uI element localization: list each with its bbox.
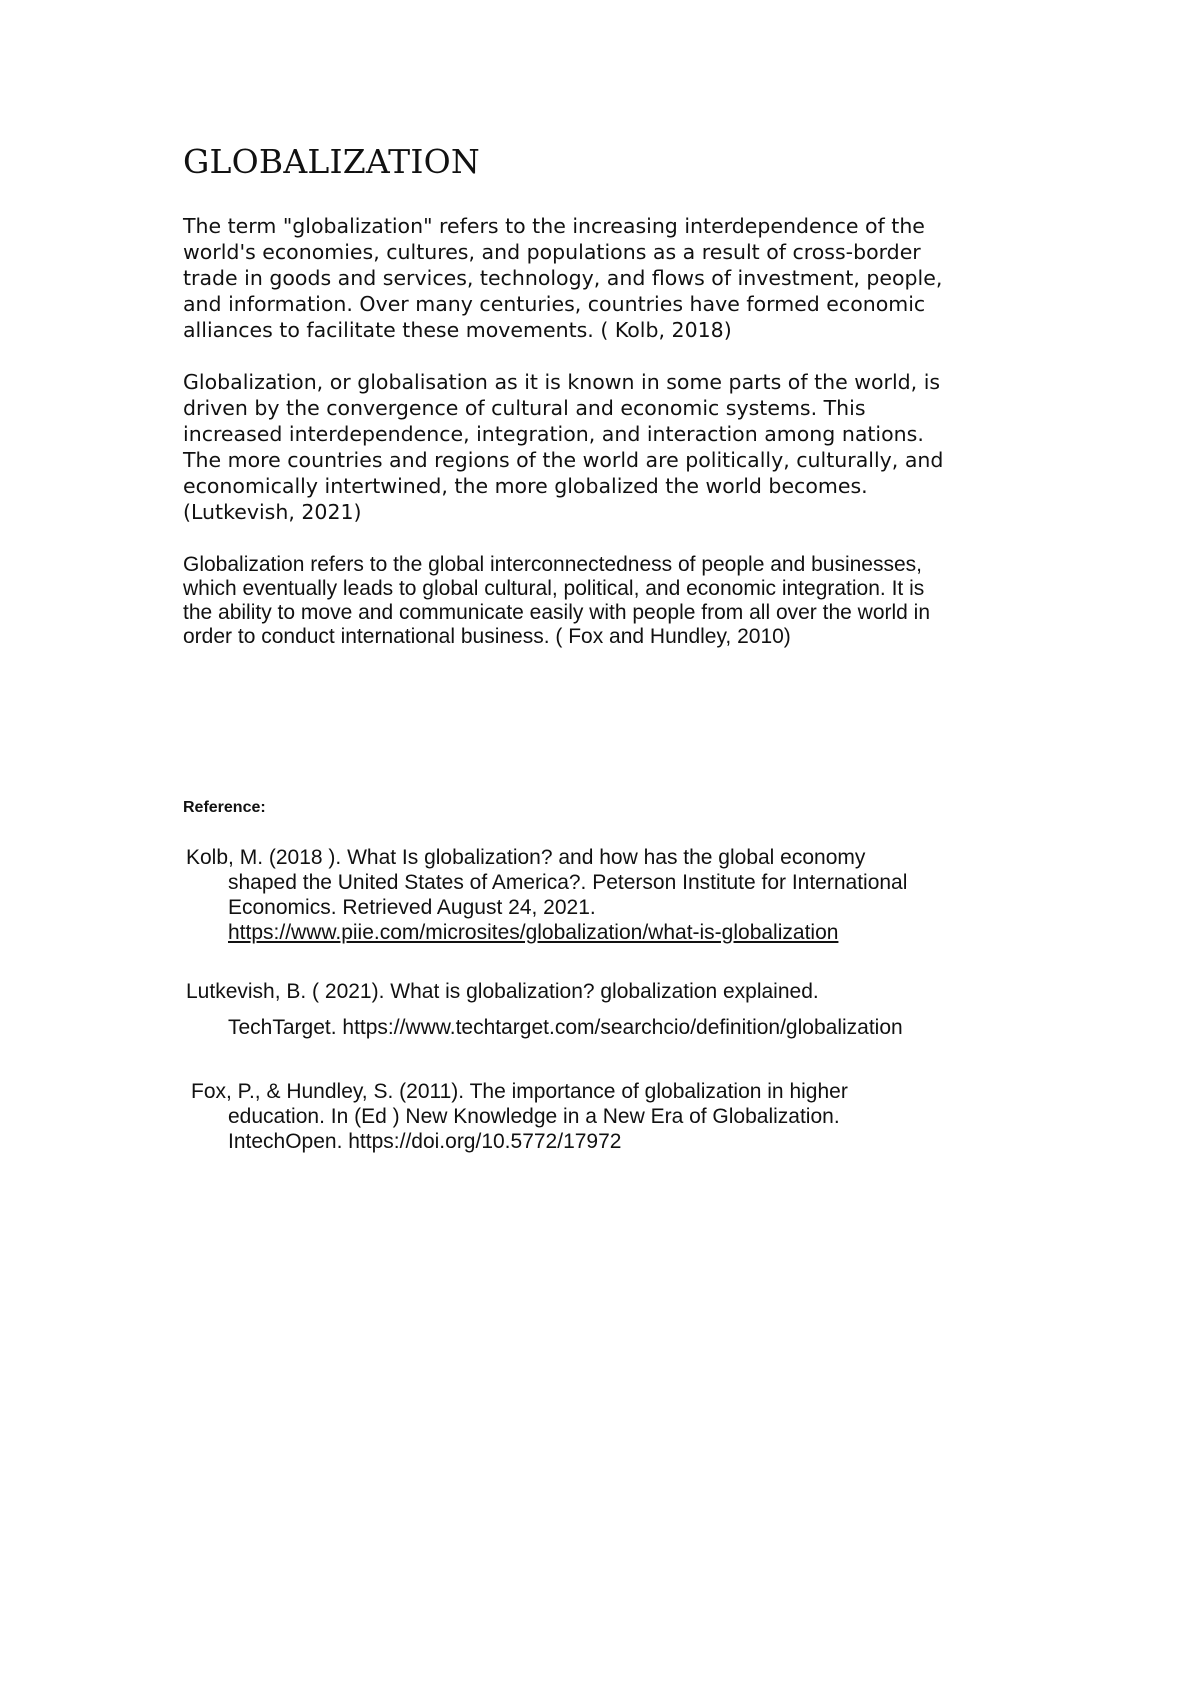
reference-line: shaped the United States of America?. Peterson Institute for International	[228, 871, 908, 894]
paragraph-kolb	[183, 213, 1043, 343]
reference-kolb	[186, 845, 1066, 945]
paragraph-line: and information. Over many centuries, countries have formed economic	[183, 292, 926, 316]
reference-line: Economics. Retrieved August 24, 2021.	[228, 896, 596, 919]
reference-line: TechTarget. https://www.techtarget.com/searchcio/definition/globalization	[228, 1016, 903, 1039]
paragraph-line: alliances to facilitate these movements. ( Kolb, 2018)	[183, 318, 732, 342]
reference-heading: Reference:	[183, 799, 266, 816]
paragraph-line: Globalization refers to the global interconnectedness of people and businesses,	[183, 553, 922, 576]
paragraph-lutkevish	[183, 369, 1043, 525]
paragraph-line: order to conduct international business. ( Fox and Hundley, 2010)	[183, 625, 791, 648]
paragraph-line: driven by the convergence of cultural and economic systems. This	[183, 396, 866, 420]
paragraph-line: Globalization, or globalisation as it is known in some parts of the world, is	[183, 370, 941, 394]
reference-line: Kolb, M. (2018 ). What Is globalization? and how has the global economy	[186, 846, 866, 869]
paragraph-line: increased interdependence, integration, and interaction among nations.	[183, 422, 924, 446]
paragraph-line: The term "globalization" refers to the increasing interdependence of the	[183, 214, 925, 238]
paragraph-line: (Lutkevish, 2021)	[183, 500, 362, 524]
paragraph-line: world's economies, cultures, and populations as a result of cross-border	[183, 240, 921, 264]
paragraph-line: trade in goods and services, technology, and flows of investment, people,	[183, 266, 943, 290]
document-title: GLOBALIZATION	[183, 142, 480, 181]
reference-lutkevish	[186, 979, 1066, 1040]
paragraph-line: economically intertwined, the more globalized the world becomes.	[183, 474, 868, 498]
reference-url-link[interactable]: https://www.piie.com/microsites/globalization/what-is-globalization	[228, 921, 839, 944]
paragraph-line: the ability to move and communicate easily with people from all over the world in	[183, 601, 931, 624]
paragraph-line: The more countries and regions of the world are politically, culturally, and	[183, 448, 944, 472]
reference-line: education. In (Ed ) New Knowledge in a New Era of Globalization.	[228, 1105, 840, 1128]
reference-fox-hundley	[191, 1079, 1071, 1154]
reference-line: Fox, P., & Hundley, S. (2011). The importance of globalization in higher	[191, 1080, 848, 1103]
paragraph-line: which eventually leads to global cultural, political, and economic integration. It is	[183, 577, 925, 600]
reference-line: IntechOpen. https://doi.org/10.5772/17972	[228, 1130, 622, 1153]
reference-line: Lutkevish, B. ( 2021). What is globalization? globalization explained.	[186, 980, 819, 1003]
paragraph-fox-hundley	[183, 553, 1053, 649]
